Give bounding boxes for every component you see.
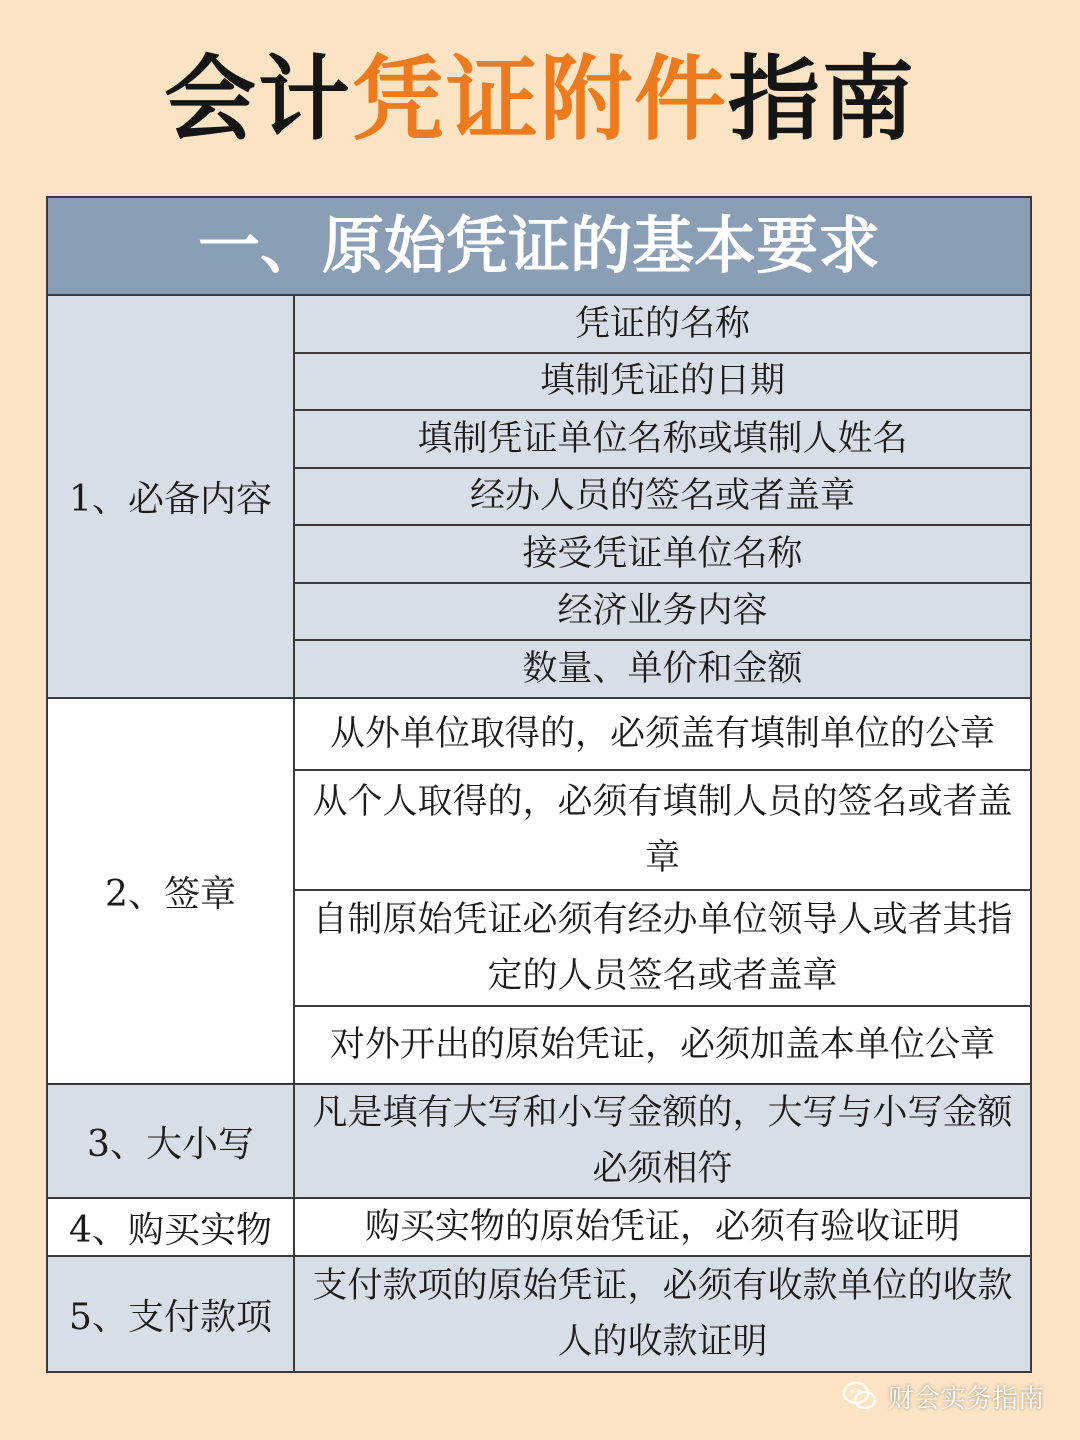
table-row: 自制原始凭证必须有经办单位领导人或者其指定的人员签名或者盖章	[295, 891, 1030, 1007]
section-header: 一、原始凭证的基本要求	[48, 198, 1030, 296]
items-column	[295, 699, 1030, 1083]
table-row: 数量、单价和金额	[522, 649, 803, 689]
group-required-content	[48, 296, 1030, 699]
watermark	[842, 1376, 1044, 1416]
group-purchase	[48, 1199, 1030, 1257]
table-row: 从个人取得的，必须有填制人员的签名或者盖章	[295, 771, 1030, 891]
table-row: 支付款项的原始凭证，必须有收款单位的收款人的收款证明	[312, 1266, 1013, 1362]
title-part1: 会计	[163, 46, 352, 153]
table-row: 对外开出的原始凭证，必须加盖本单位公章	[329, 1025, 995, 1065]
table-row: 凡是填有大写和小写金额的，大写与小写金额必须相符	[312, 1093, 1013, 1189]
category-cell: 4、购买实物	[48, 1199, 295, 1255]
items-column	[295, 1199, 1030, 1255]
table-row: 填制凭证单位名称或填制人姓名	[295, 411, 1030, 469]
table-row: 从外单位取得的，必须盖有填制单位的公章	[295, 699, 1030, 771]
table-row: 经办人员的签名或者盖章	[295, 469, 1030, 527]
title-part2: 指南	[728, 46, 917, 153]
table-row: 填制凭证的日期	[295, 354, 1030, 412]
category-cell: 1、必备内容	[48, 296, 295, 697]
category-cell: 5、支付款项	[48, 1257, 295, 1371]
page-title	[0, 40, 1080, 160]
items-column	[295, 1257, 1030, 1371]
category-cell: 2、签章	[48, 699, 295, 1083]
table-row: 经济业务内容	[295, 584, 1030, 642]
group-upper-lower-case	[48, 1085, 1030, 1199]
table-row: 购买实物的原始凭证，必须有验收证明	[364, 1207, 960, 1247]
table-row: 凭证的名称	[295, 296, 1030, 354]
group-signature	[48, 699, 1030, 1085]
requirements-table	[46, 196, 1032, 1373]
group-payment	[48, 1257, 1030, 1371]
category-cell: 3、大小写	[48, 1085, 295, 1197]
table-row: 接受凭证单位名称	[295, 526, 1030, 584]
watermark-text: 财会实务指南	[887, 1383, 1044, 1414]
wechat-icon	[842, 1380, 878, 1412]
items-column	[295, 1085, 1030, 1197]
items-column	[295, 296, 1030, 697]
title-accent: 凭证附件	[351, 46, 728, 153]
